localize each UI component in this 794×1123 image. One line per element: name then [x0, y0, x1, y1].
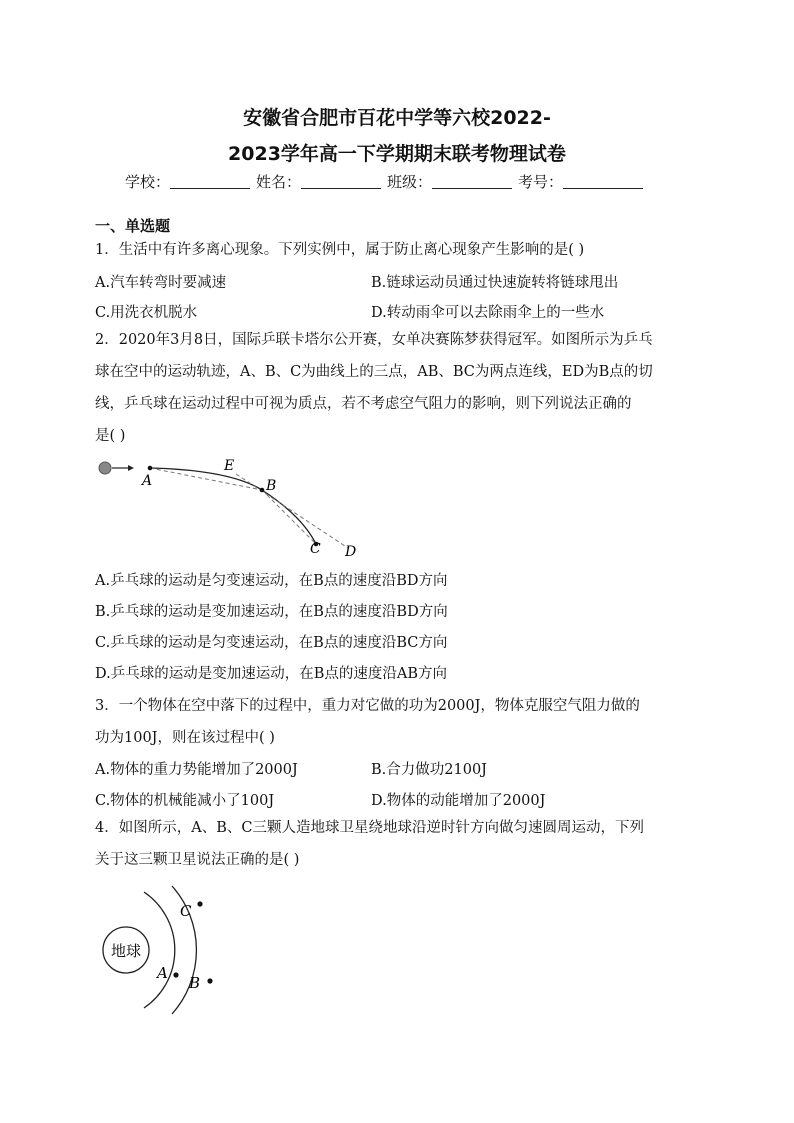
label-b: B	[189, 974, 201, 992]
school-blank	[170, 174, 250, 189]
question-2-option-a: A.乒乓球的运动是匀变速运动，在B点的速度沿BD方向	[95, 573, 448, 589]
label-a: A	[142, 473, 153, 489]
question-4-line-1: 4．如图所示，A、B、C三颗人造地球卫星绕地球沿逆时针方向做匀速圆周运动，下列	[95, 820, 644, 836]
question-1-option-b: B.链球运动员通过快速旋转将链球甩出	[371, 275, 619, 291]
page-title-line1: 安徽省合肥市百花中学等六校2022-	[243, 107, 551, 129]
point-a	[148, 466, 153, 471]
trajectory-curve	[150, 468, 316, 544]
question-3-line-2: 功为100J，则在该过程中( )	[95, 730, 275, 746]
label-e: E	[224, 458, 235, 474]
question-3-option-b: B.合力做功2100J	[371, 762, 487, 778]
exam-no-blank	[563, 174, 643, 189]
satellite-b	[207, 978, 212, 983]
trajectory-figure	[90, 452, 380, 564]
label-c: C	[180, 902, 192, 920]
question-2-option-b: B.乒乓球的运动是变加速运动，在B点的速度沿BD方向	[95, 604, 448, 620]
label-c: C	[310, 541, 321, 557]
earth-label: 地球	[110, 942, 142, 960]
arrow-head-icon	[128, 465, 134, 471]
satellite-orbit-figure	[92, 880, 232, 1020]
name-label: 姓名：	[256, 173, 302, 191]
student-info-row	[125, 171, 643, 192]
class-blank	[432, 174, 512, 189]
ball-icon	[99, 462, 111, 474]
satellite-c	[197, 901, 202, 906]
chord-ab	[150, 468, 262, 490]
chord-bc	[262, 490, 316, 544]
question-2-option-d: D.乒乓球的运动是变加速运动，在B点的速度沿AB方向	[95, 666, 447, 682]
question-3-option-d: D.物体的动能增加了2000J	[371, 793, 546, 809]
label-d: D	[345, 544, 357, 560]
question-1-text: 1．生活中有许多离心现象。下列实例中，属于防止离心现象产生影响的是( )	[95, 242, 585, 258]
question-3-line-1: 3．一个物体在空中落下的过程中，重力对它做的功为2000J，物体克服空气阻力做的	[95, 698, 640, 714]
question-2-option-c: C.乒乓球的运动是匀变速运动，在B点的速度沿BC方向	[95, 635, 448, 651]
question-3-option-c: C.物体的机械能减小了100J	[95, 793, 275, 809]
question-2-line-3: 线，乒乓球在运动过程中可视为质点，若不考虑空气阻力的影响，则下列说法正确的	[95, 396, 632, 412]
point-b	[260, 488, 265, 493]
question-2-line-2: 球在空中的运动轨迹，A、B、C为曲线上的三点，AB、BC为两点连线，ED为B点的切	[95, 364, 653, 380]
question-1-option-c: C.用洗衣机脱水	[95, 305, 198, 321]
label-b: B	[266, 478, 277, 494]
question-1-option-d: D.转动雨伞可以去除雨伞上的一些水	[371, 305, 605, 321]
class-label: 班级：	[387, 173, 433, 191]
label-a: A	[157, 964, 168, 982]
question-1-option-a: A.汽车转弯时要减速	[95, 275, 227, 291]
section-heading: 一、单选题	[95, 217, 171, 235]
name-blank	[301, 174, 381, 189]
page-title-line2: 2023学年高一下学期期末联考物理试卷	[228, 143, 566, 165]
question-2-line-4: 是( )	[95, 428, 126, 444]
satellite-a	[173, 972, 178, 977]
question-2-line-1: 2．2020年3月8日，国际乒联卡塔尔公开赛，女单决赛陈梦获得冠军。如图所示为乒乓	[95, 332, 653, 348]
exam-no-label: 考号：	[518, 173, 564, 191]
question-3-option-a: A.物体的重力势能增加了2000J	[95, 762, 298, 778]
question-4-line-2: 关于这三颗卫星说法正确的是( )	[95, 852, 300, 868]
school-label: 学校：	[125, 173, 171, 191]
